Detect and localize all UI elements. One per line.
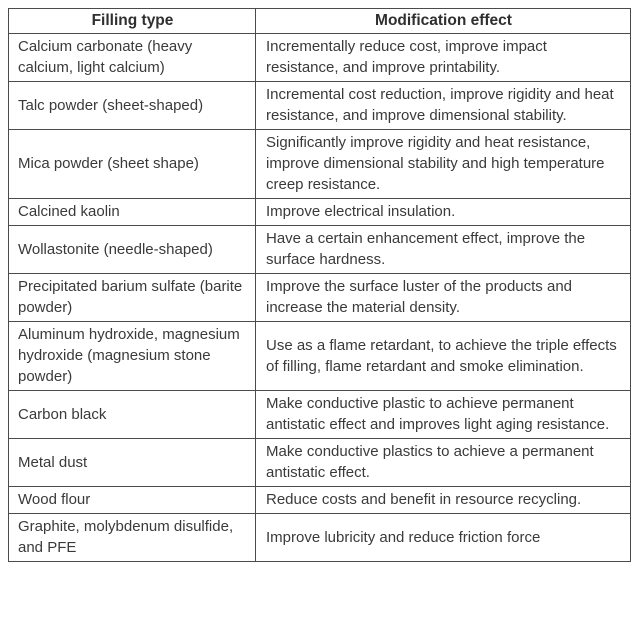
- filling-type-cell: Wollastonite (needle-shaped): [9, 226, 256, 274]
- table-row: [9, 274, 631, 322]
- modification-effect-cell: Use as a flame retardant, to achieve the triple effects of filling, flame retardant and smoke elimination.: [256, 322, 631, 391]
- modification-effect-cell: Significantly improve rigidity and heat resistance, improve dimensional stability and high temperature creep resistance.: [256, 130, 631, 199]
- table-row: [9, 82, 631, 130]
- table-row: [9, 322, 631, 391]
- filling-type-cell: Wood flour: [9, 487, 256, 514]
- table-row: [9, 487, 631, 514]
- filling-type-cell: Calcium carbonate (heavy calcium, light calcium): [9, 34, 256, 82]
- filling-type-cell: Metal dust: [9, 439, 256, 487]
- table-row: [9, 514, 631, 562]
- modification-effect-cell: Make conductive plastic to achieve permanent antistatic effect and improves light aging resistance.: [256, 391, 631, 439]
- column-header-filling-type: Filling type: [9, 9, 256, 34]
- filling-type-cell: Precipitated barium sulfate (barite powder): [9, 274, 256, 322]
- header-row: [9, 9, 631, 34]
- filling-type-table: [8, 8, 631, 562]
- filling-type-cell: Calcined kaolin: [9, 199, 256, 226]
- filling-type-cell: Talc powder (sheet-shaped): [9, 82, 256, 130]
- filling-type-cell: Graphite, molybdenum disulfide, and PFE: [9, 514, 256, 562]
- table-row: [9, 199, 631, 226]
- modification-effect-cell: Make conductive plastics to achieve a permanent antistatic effect.: [256, 439, 631, 487]
- table-row: [9, 226, 631, 274]
- table-row: [9, 439, 631, 487]
- column-header-modification-effect: Modification effect: [256, 9, 631, 34]
- table-row: [9, 130, 631, 199]
- modification-effect-cell: Reduce costs and benefit in resource recycling.: [256, 487, 631, 514]
- filling-type-cell: Carbon black: [9, 391, 256, 439]
- filling-type-cell: Mica powder (sheet shape): [9, 130, 256, 199]
- modification-effect-cell: Incrementally reduce cost, improve impact resistance, and improve printability.: [256, 34, 631, 82]
- modification-effect-cell: Improve lubricity and reduce friction force: [256, 514, 631, 562]
- modification-effect-cell: Have a certain enhancement effect, improve the surface hardness.: [256, 226, 631, 274]
- modification-effect-cell: Incremental cost reduction, improve rigidity and heat resistance, and improve dimensional stability.: [256, 82, 631, 130]
- table-row: [9, 34, 631, 82]
- filling-type-cell: Aluminum hydroxide, magnesium hydroxide (magnesium stone powder): [9, 322, 256, 391]
- table-row: [9, 391, 631, 439]
- modification-effect-cell: Improve the surface luster of the products and increase the material density.: [256, 274, 631, 322]
- modification-effect-cell: Improve electrical insulation.: [256, 199, 631, 226]
